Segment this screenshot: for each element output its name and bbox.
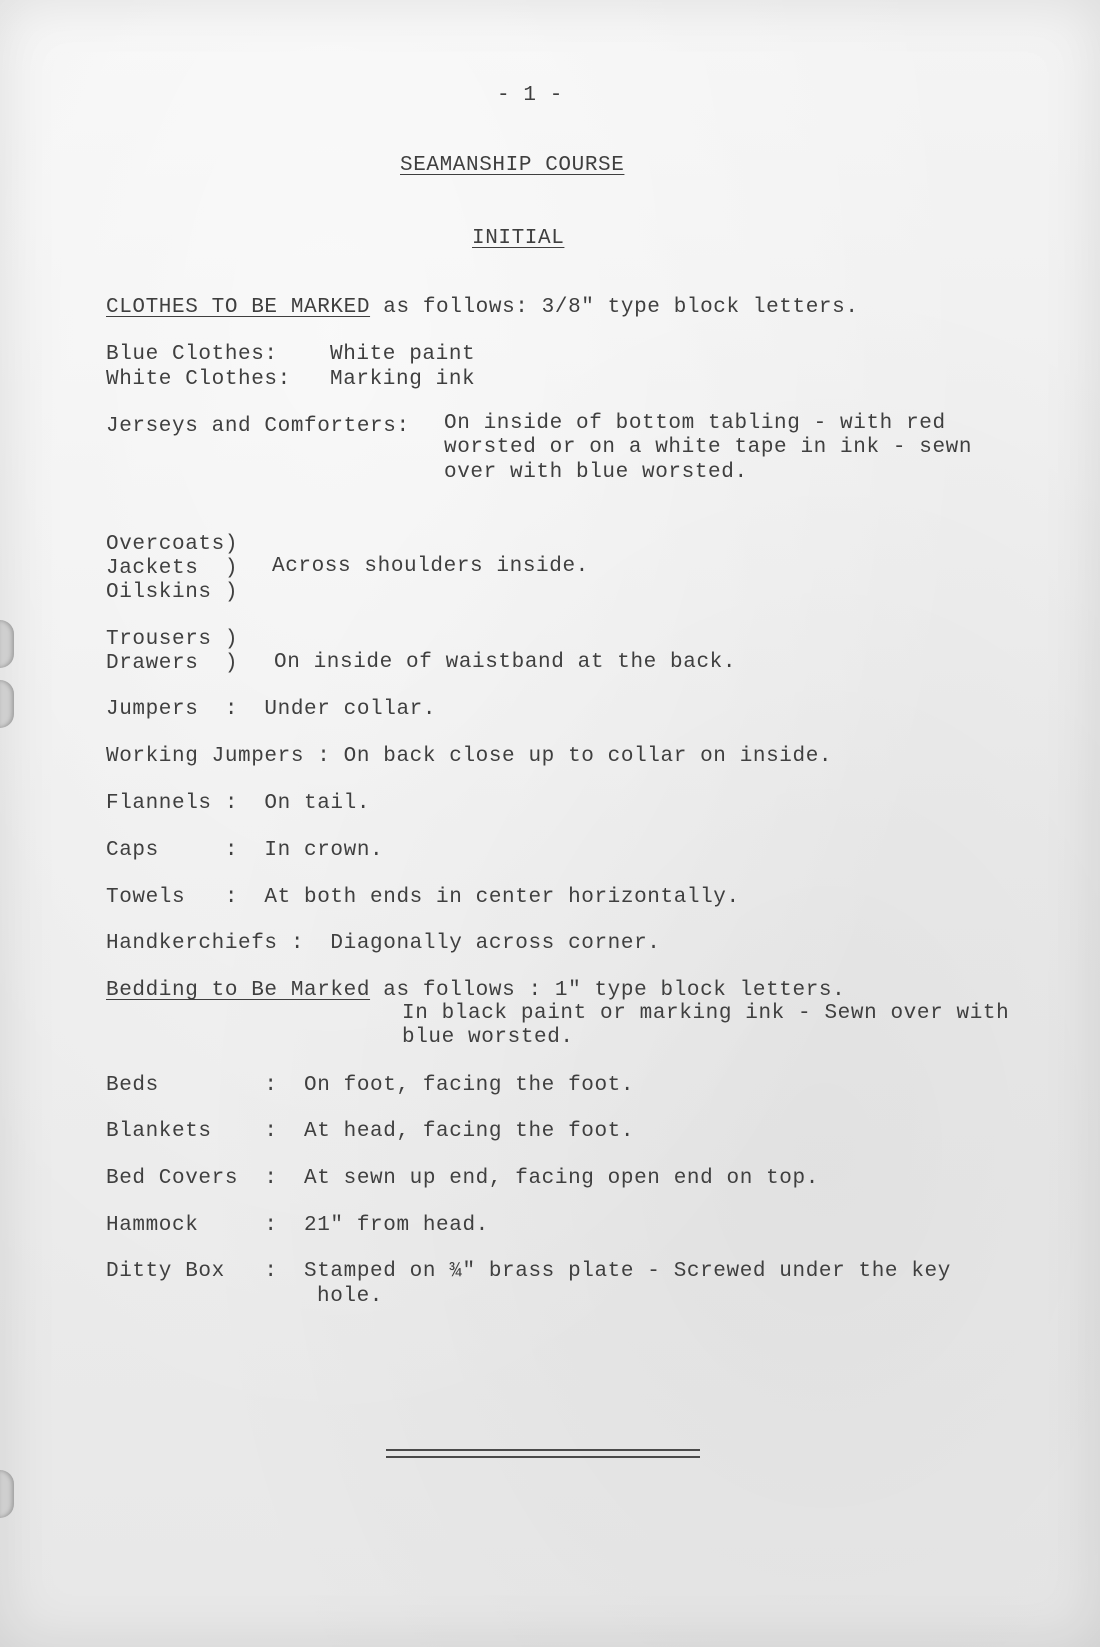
jerseys-line-1: On inside of bottom tabling - with red bbox=[444, 412, 946, 435]
white-clothes-value: Marking ink bbox=[330, 368, 476, 391]
closing-rule-bottom bbox=[386, 1456, 700, 1458]
bed-covers-line: Bed Covers : At sewn up end, facing open end on top. bbox=[106, 1167, 819, 1190]
blankets-line: Blankets : At head, facing the foot. bbox=[106, 1120, 635, 1143]
clothes-heading-rest: as follows: 3/8" type block letters. bbox=[370, 296, 859, 319]
flannels-line: Flannels : On tail. bbox=[106, 792, 371, 815]
overcoats-label: Overcoats) bbox=[106, 533, 239, 556]
clothes-heading: CLOTHES TO BE MARKED bbox=[106, 296, 371, 319]
oilskins-label: Oilskins ) bbox=[106, 581, 239, 604]
bedding-line-2: In black paint or marking ink - Sewn over with bbox=[402, 1002, 1010, 1025]
punch-hole bbox=[0, 620, 14, 668]
hammock-line: Hammock : 21" from head. bbox=[106, 1214, 489, 1237]
drawers-label: Drawers ) bbox=[106, 652, 239, 675]
bedding-heading-rest: as follows : 1" type block letters. bbox=[370, 979, 846, 1002]
closing-rule-top bbox=[386, 1449, 700, 1451]
section-subtitle: INITIAL bbox=[472, 227, 565, 250]
white-clothes-label: White Clothes: bbox=[106, 368, 291, 391]
jerseys-line-2: worsted or on a white tape in ink - sewn bbox=[444, 436, 973, 459]
jerseys-label: Jerseys and Comforters: bbox=[106, 415, 410, 438]
clothes-heading-line bbox=[106, 296, 859, 320]
handkerchiefs-line: Handkerchiefs : Diagonally across corner. bbox=[106, 932, 661, 955]
bedding-line-3: blue worsted. bbox=[402, 1026, 574, 1049]
punch-hole bbox=[0, 1470, 14, 1518]
bedding-heading-line bbox=[106, 979, 845, 1003]
ditty-box-line-1: Ditty Box : Stamped on ¾" brass plate - Screwed under the key bbox=[106, 1260, 951, 1283]
jackets-label: Jackets ) bbox=[106, 557, 239, 580]
outerwear-value: Across shoulders inside. bbox=[272, 555, 589, 578]
jerseys-line-3: over with blue worsted. bbox=[444, 461, 748, 484]
page-number: - 1 - bbox=[497, 84, 564, 107]
lowerwear-value: On inside of waistband at the back. bbox=[274, 651, 737, 674]
punch-hole bbox=[0, 680, 14, 728]
bedding-heading: Bedding to Be Marked bbox=[106, 979, 371, 1002]
jumpers-line: Jumpers : Under collar. bbox=[106, 698, 437, 721]
page-title: SEAMANSHIP COURSE bbox=[400, 154, 625, 177]
blue-clothes-label: Blue Clothes: bbox=[106, 343, 278, 366]
blue-clothes-value: White paint bbox=[330, 343, 476, 366]
working-jumpers-line: Working Jumpers : On back close up to collar on inside. bbox=[106, 745, 833, 768]
caps-line: Caps : In crown. bbox=[106, 839, 384, 862]
beds-line: Beds : On foot, facing the foot. bbox=[106, 1074, 635, 1097]
towels-line: Towels : At both ends in center horizontally. bbox=[106, 886, 740, 909]
ditty-box-line-2: hole. bbox=[317, 1285, 384, 1308]
trousers-label: Trousers ) bbox=[106, 628, 239, 651]
